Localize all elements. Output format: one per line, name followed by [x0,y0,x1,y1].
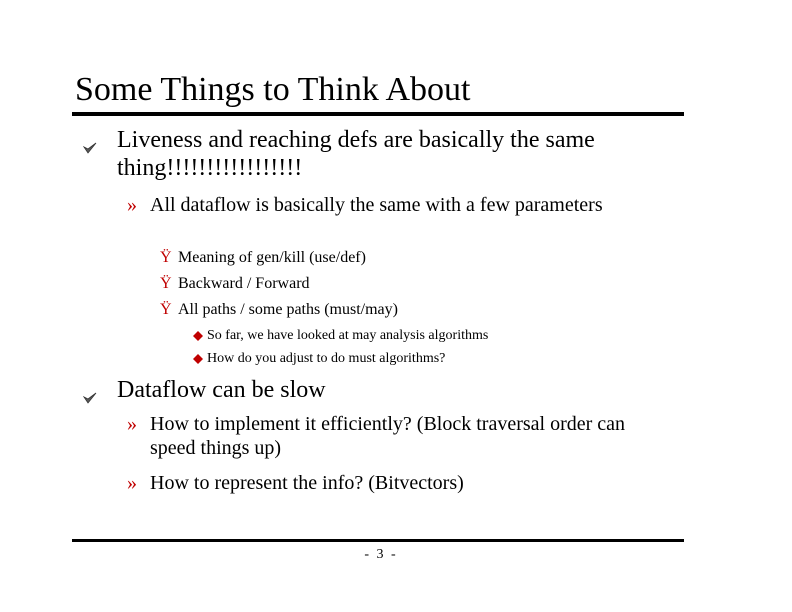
list-item-text: Meaning of gen/kill (use/def) [178,249,366,266]
checkmark-bullet-icon [83,141,97,155]
list-item-text: So far, we have looked at may analysis algorithms [207,328,489,343]
title-divider [72,112,684,116]
double-chevron-bullet-icon: » [127,472,137,494]
bullet-text: Dataflow can be slow [117,377,326,403]
slide-title: Some Things to Think About [75,71,471,108]
subbullet-text: How to represent the info? (Bitvectors) [150,472,464,494]
list-item-text: Backward / Forward [178,275,310,292]
list-item-text: How do you adjust to do must algorithms? [207,351,446,366]
page-number: - 3 - [364,547,398,562]
symbol-bullet-icon: Ÿ [160,275,172,292]
footer-divider [72,539,684,542]
double-chevron-bullet-icon: » [127,413,137,435]
symbol-bullet-icon: Ÿ [160,301,172,318]
subbullet-text: How to implement it efficiently? (Block traversal order can speed things up) [150,413,626,459]
double-chevron-bullet-icon: » [127,194,137,216]
diamond-bullet-icon [193,354,203,364]
diamond-bullet-icon [193,331,203,341]
list-item-text: All paths / some paths (must/may) [178,301,398,318]
subbullet-text: All dataflow is basically the same with a few parameters [150,194,603,216]
checkmark-bullet-icon [83,391,97,405]
bullet-text: Liveness and reaching defs are basically the same thing!!!!!!!!!!!!!!!!! [117,127,595,181]
symbol-bullet-icon: Ÿ [160,249,172,266]
